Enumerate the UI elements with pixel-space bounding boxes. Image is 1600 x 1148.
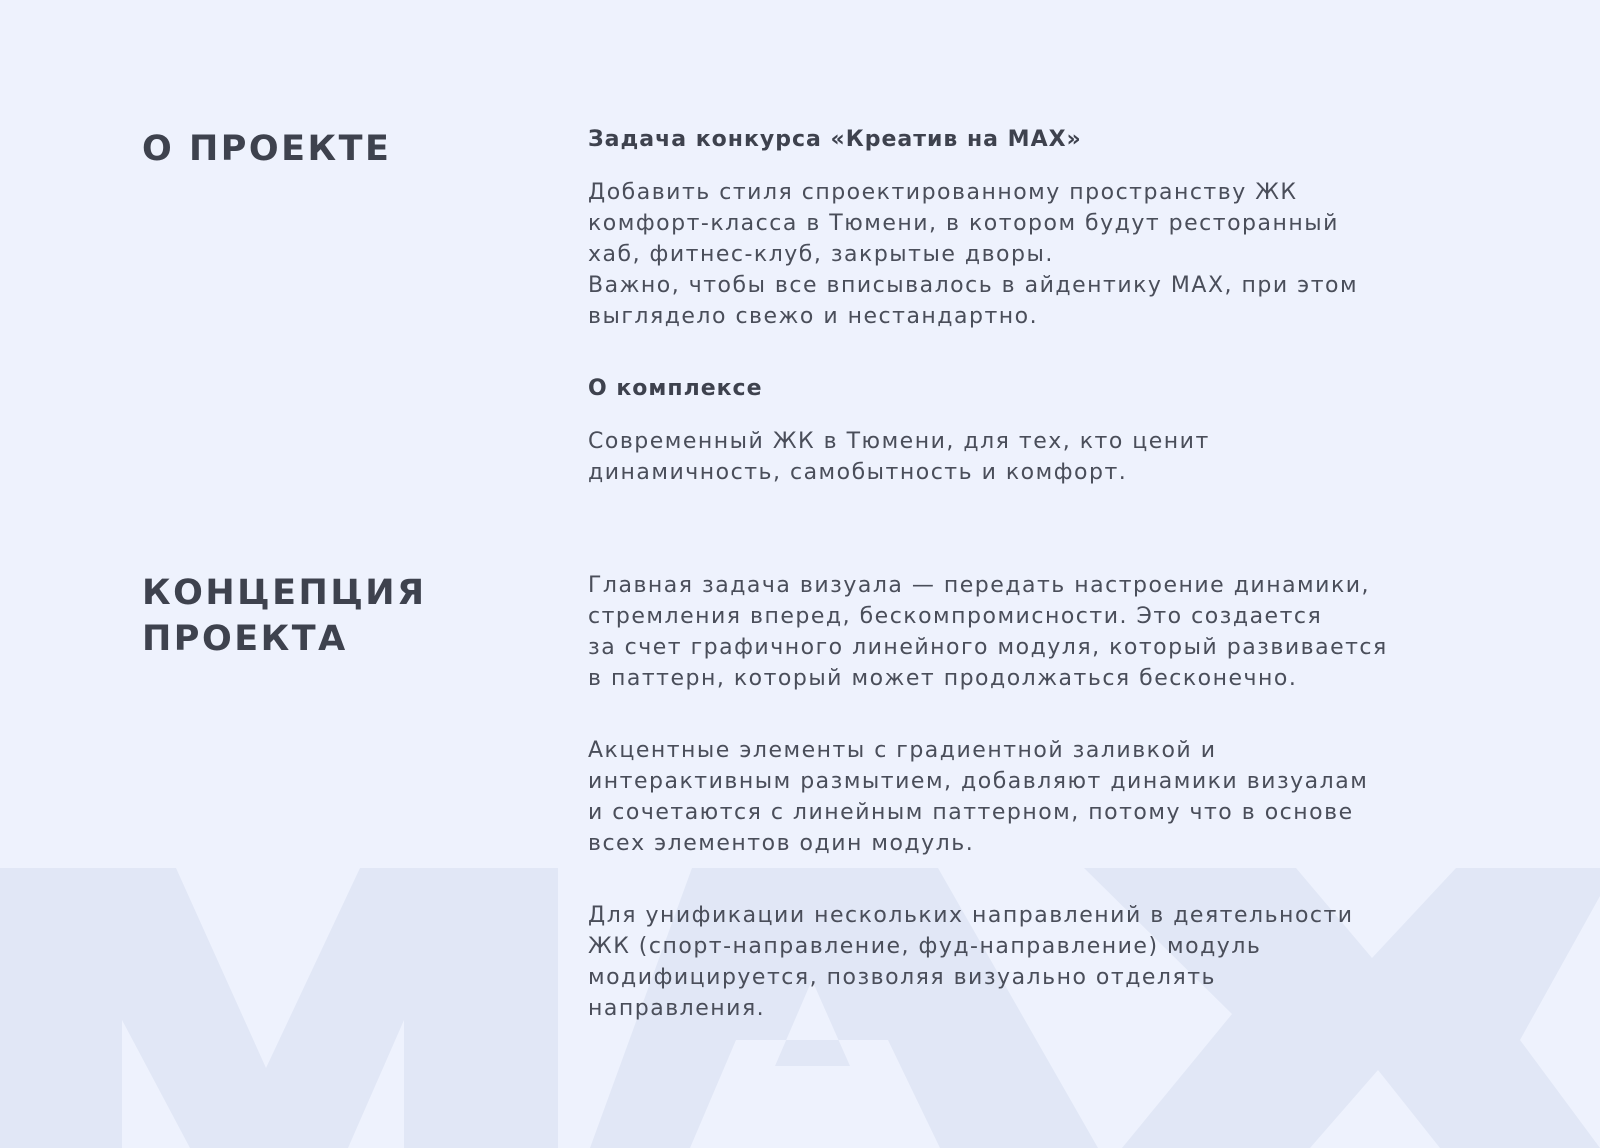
concept-line: и сочетаются с линейным паттерном, потому что в основе: [588, 800, 1354, 825]
concept-line: Для унификации нескольких направлений в деятельности: [588, 903, 1354, 928]
task-line: Важно, чтобы все вписывалось в айдентику МАХ, при этом: [588, 273, 1359, 298]
task-line: хаб, фитнес-клуб, закрытые дворы.: [588, 242, 1054, 267]
complex-paragraph: [588, 426, 1478, 488]
concept-section-title: [142, 570, 427, 662]
about-content: [588, 125, 1478, 488]
complex-heading: О комплексе: [588, 376, 763, 401]
concept-title-line: ПРОЕКТА: [142, 619, 348, 659]
task-line: выглядело свежо и нестандартно.: [588, 304, 1039, 329]
concept-line: всех элементов один модуль.: [588, 831, 975, 856]
watermark-letter-m: [0, 868, 558, 1148]
concept-paragraph-1: [588, 570, 1478, 694]
concept-line: модифицируется, позволяя визуально отделять: [588, 965, 1217, 990]
concept-line: стремления вперед, бескомпромисности. Это создается: [588, 604, 1323, 629]
about-section-title: О ПРОЕКТЕ: [142, 129, 392, 169]
concept-line: направления.: [588, 996, 766, 1021]
concept-paragraph-3: [588, 900, 1478, 1024]
task-line: Добавить стиля спроектированному пространству ЖК: [588, 180, 1298, 205]
concept-line: интерактивным размытием, добавляют динамики визуалам: [588, 769, 1369, 794]
task-paragraph: [588, 177, 1478, 332]
concept-line: за счет графичного линейного модуля, который развивается: [588, 635, 1388, 660]
task-heading: Задача конкурса «Креатив на MAX»: [588, 127, 1082, 152]
concept-paragraph-2: [588, 735, 1478, 859]
concept-line: Главная задача визуала — передать настроение динамики,: [588, 573, 1371, 598]
complex-line: Современный ЖК в Тюмени, для тех, кто ценит: [588, 429, 1210, 454]
concept-line: ЖК (спорт-направление, фуд-направление) модуль: [588, 934, 1262, 959]
concept-title-line: КОНЦЕПЦИЯ: [142, 573, 427, 613]
concept-line: в паттерн, который может продолжаться бесконечно.: [588, 666, 1298, 691]
task-line: комфорт-класса в Тюмени, в котором будут ресторанный: [588, 211, 1339, 236]
concept-line: Акцентные элементы с градиентной заливкой и: [588, 738, 1217, 763]
complex-line: динамичность, самобытность и комфорт.: [588, 460, 1128, 485]
concept-content: [588, 570, 1478, 1024]
